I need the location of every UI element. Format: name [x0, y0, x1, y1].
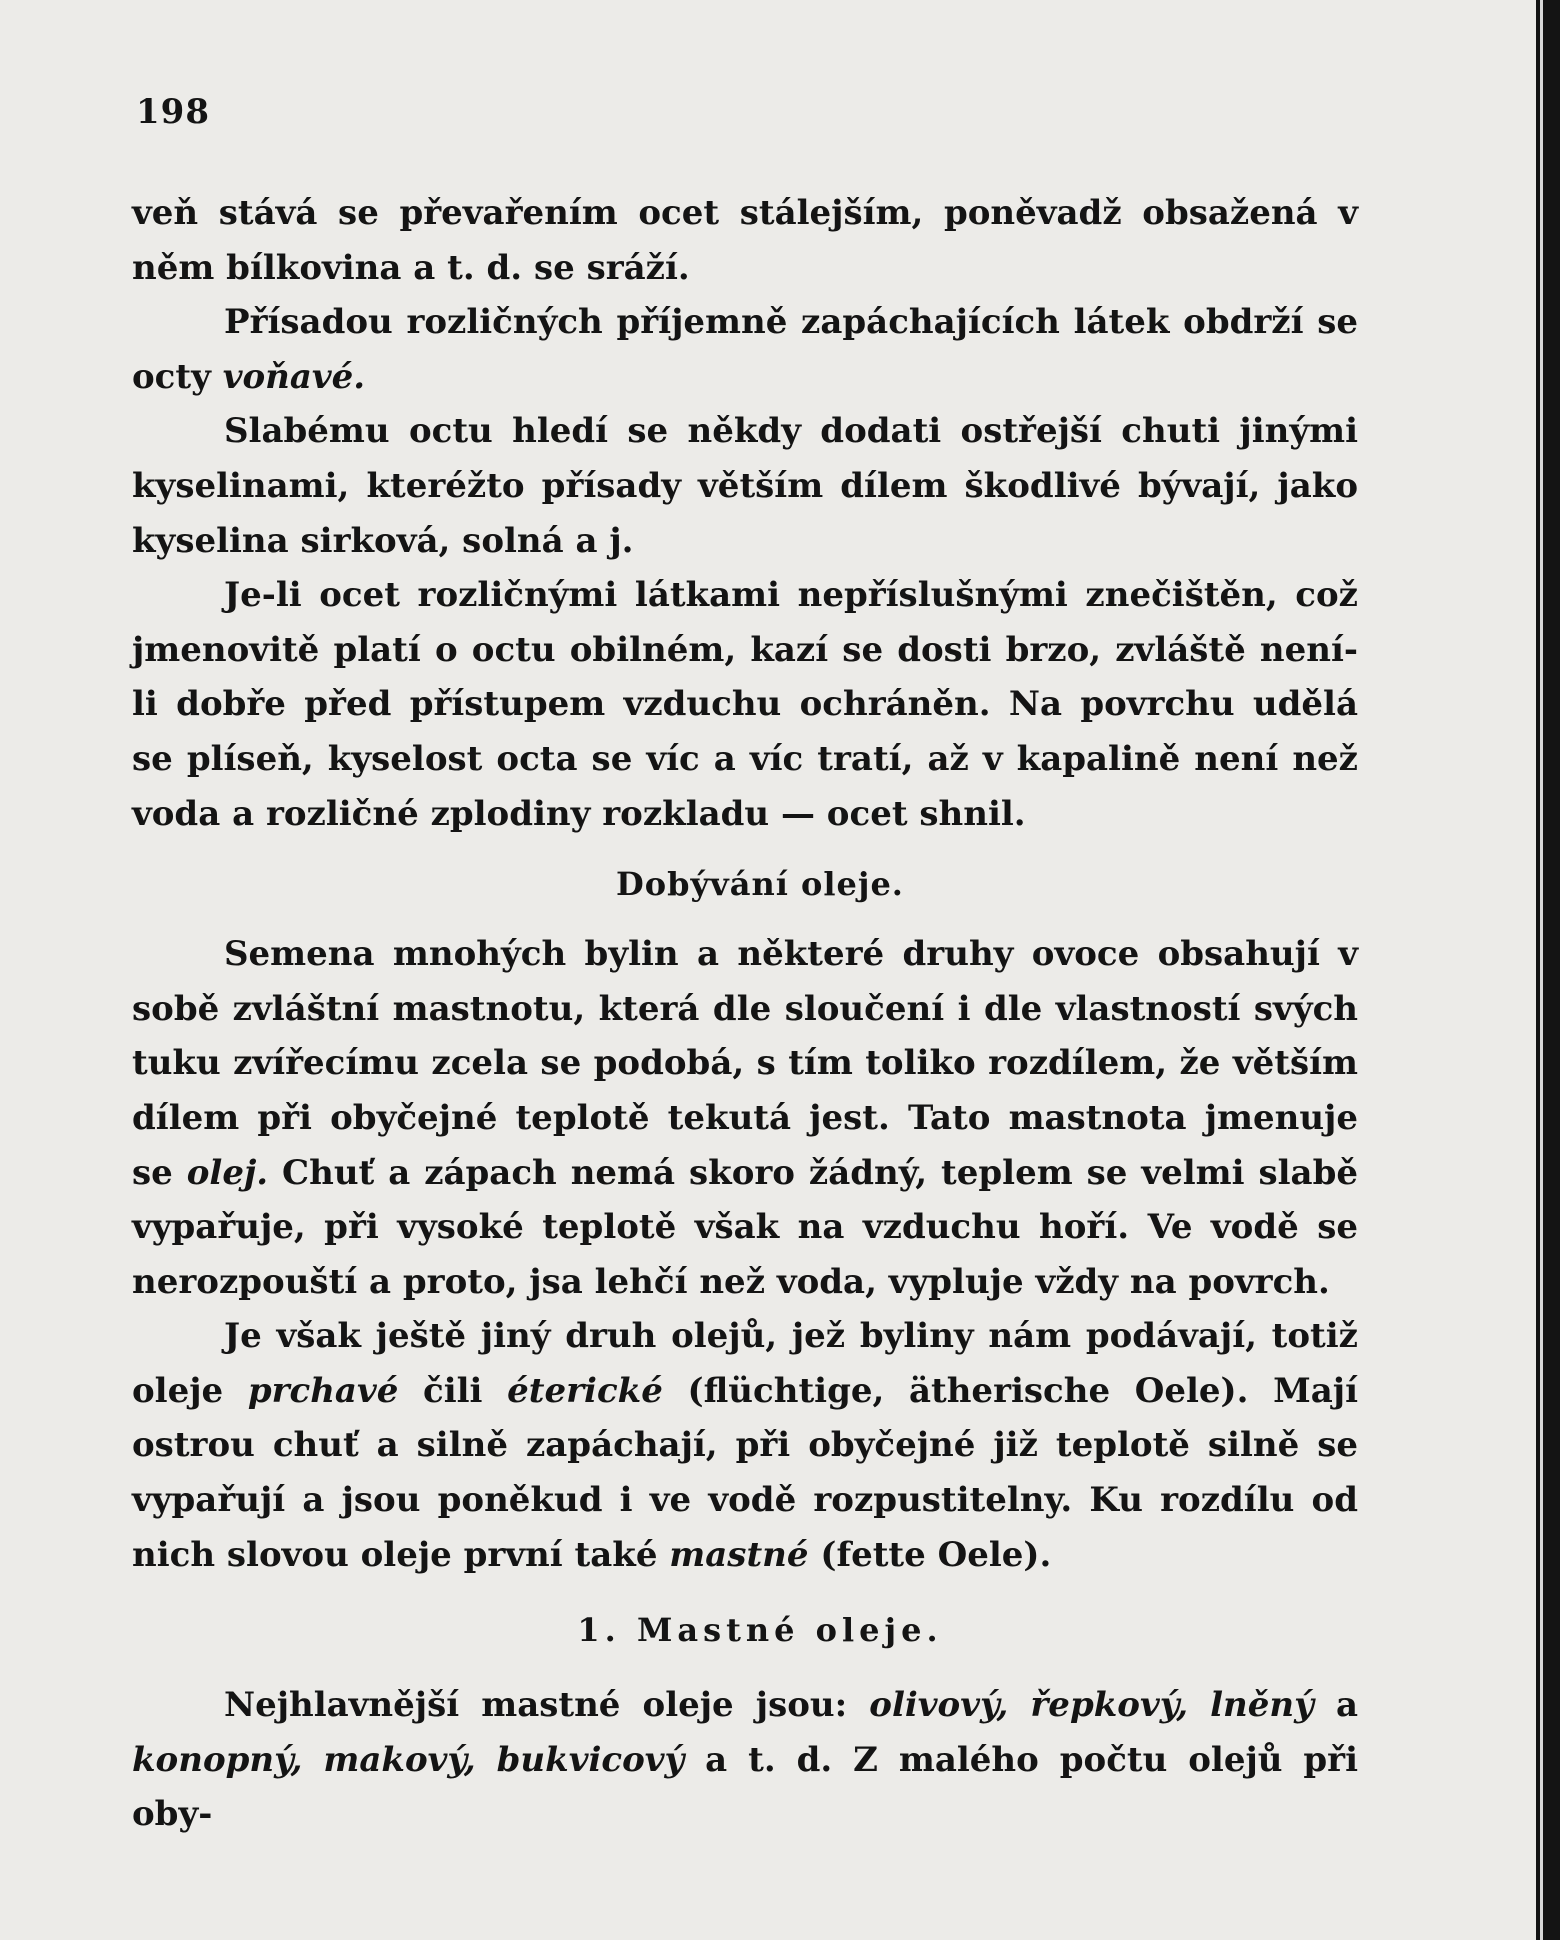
- emphasized-text: olivový, řepkový, lněný: [869, 1685, 1314, 1726]
- paragraph-text: Je však ještě jiný druh olejů, jež byliny nám podávají, totiž oleje: [132, 1316, 1358, 1411]
- paragraph-block-3: [132, 1678, 1358, 1842]
- emphasized-text: éterické: [507, 1370, 663, 1411]
- paragraph: [132, 927, 1358, 1309]
- paragraph-text: a: [1313, 1685, 1358, 1726]
- emphasized-text: konopný, makový, bukvicový: [132, 1739, 685, 1780]
- paragraph: [132, 1678, 1358, 1842]
- paragraph-text: Nejhlavnější mastné oleje jsou:: [224, 1685, 870, 1726]
- paragraph-text: Chuť a zápach nemá skoro žádný, teplem se velmi slabě vypařuje, při vysoké teplotě však na vzduchu hoří. Ve vodě se nerozpouští a proto, jsa lehčí než voda, vypluje vždy na povrch.: [132, 1152, 1358, 1302]
- emphasized-text: olej.: [186, 1152, 269, 1193]
- page-number: 198: [136, 92, 210, 132]
- emphasized-text: voňavé.: [222, 356, 366, 397]
- paragraph: [132, 404, 1358, 568]
- page-text: [132, 92, 1358, 1842]
- emphasized-text: prchavé: [247, 1370, 399, 1411]
- paragraph-text: čili: [398, 1370, 508, 1411]
- paragraph: [132, 1309, 1358, 1582]
- emphasized-text: mastné: [669, 1534, 809, 1575]
- paragraph-text: veň stává se převařením ocet stálejším, poněvadž obsažená v něm bílkovina a t. d. se sráží.: [132, 193, 1358, 288]
- paragraph-text: Semena mnohých bylin a některé druhy ovoce obsahují v sobě zvláštní mastnotu, která dle sloučení i dle vlastností svých tuku zvířecímu zcela se podobá, s tím toliko rozdílem, že větším dílem při obyčejné teplotě tekutá jest. Tato mastnota jmenuje se: [132, 934, 1358, 1193]
- paragraph-text: Je-li ocet rozličnými látkami nepříslušnými znečištěn, což jmenovitě platí o octu obilném, kazí se dosti brzo, zvláště není-li dobře před přístupem vzduchu ochráněn. Na povrchu udělá se plíseň, kyselost octa se víc a víc tratí, až v kapalině není než voda a rozličné zplodiny rozkladu — ocet shnil.: [132, 575, 1358, 834]
- section-heading: Dobývání oleje.: [616, 865, 904, 904]
- paragraph-text: (fette Oele).: [808, 1534, 1052, 1575]
- paragraph-text: a t. d. Z malého počtu olejů při oby-: [132, 1739, 1359, 1835]
- paragraph-block-2: [132, 927, 1358, 1582]
- paragraph-block-1: [132, 186, 1358, 841]
- page-edge-line: [1540, 0, 1543, 1940]
- paragraph-text: Přísadou rozličných příjemně zapáchajících látek obdrží se octy: [132, 302, 1358, 397]
- paragraph: [132, 295, 1358, 404]
- paragraph-text: Slabému octu hledí se někdy dodati ostřejší chuti jinými kyselinami, kteréžto přísady větším dílem škodlivé bývají, jako kyselina sirková, solná a j.: [132, 411, 1358, 561]
- paragraph: [132, 568, 1358, 841]
- paragraph: [132, 186, 1358, 295]
- subsection-heading: 1. Mastné oleje.: [577, 1611, 943, 1650]
- paragraph-text: (flüchtige, ätherische Oele). Mají ostrou chuť a silně zapáchají, při obyčejné již teplotě silně se vypařují a jsou poněkud i ve vodě rozpustitelny. Ku rozdílu od nich slovou oleje první také: [132, 1370, 1359, 1575]
